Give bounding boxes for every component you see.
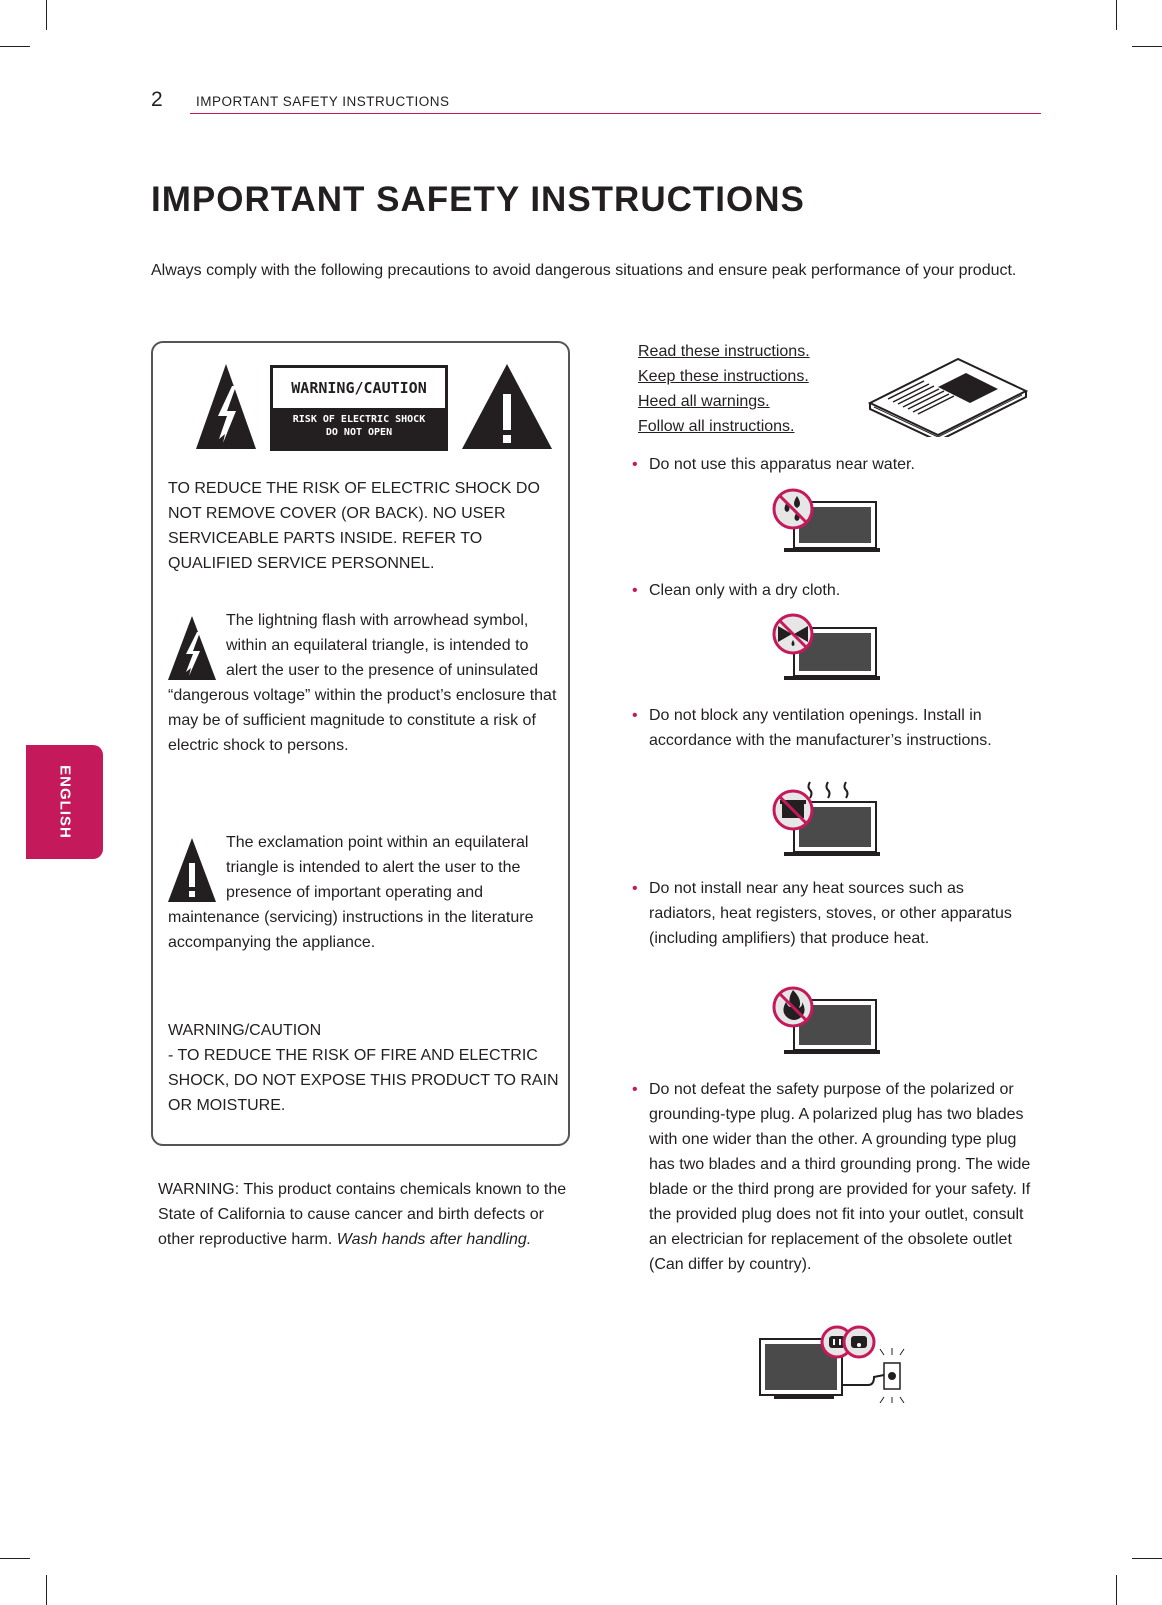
bullet-item: • Clean only with a dry cloth. [632, 578, 1032, 603]
bullet-dot: • [632, 1081, 638, 1098]
caution-text: - TO REDUCE THE RISK OF FIRE AND ELECTRIC SHOCK, DO NOT EXPOSE THIS PRODUCT TO RAIN OR MOISTURE. [168, 1047, 559, 1114]
page-title: IMPORTANT SAFETY INSTRUCTIONS [151, 180, 805, 219]
caution-heading: WARNING/CAUTION [168, 1022, 322, 1039]
lightning-triangle-icon [168, 608, 226, 683]
list-item: Read these instructions. [638, 343, 810, 360]
bullet-item: • Do not defeat the safety purpose of the polarized or grounding-type plug. A polarized plug has two blades with one wider than the other. A grounding type plug has two blades and a third grounding prong. The wide blade or the third prong are provided for your safety. If the provided plug does not fit into your outlet, consult an electrician for replacement of the obsolete outlet (Can differ by country). [632, 1077, 1032, 1277]
intro-paragraph: Always comply with the following precautions to avoid dangerous situations and ensure peak performance of your product. [151, 262, 1017, 279]
bullet-item: • Do not block any ventilation openings. Install in accordance with the manufacturer’s instructions. [632, 703, 1032, 753]
plug-tv-icon [758, 1325, 918, 1403]
bullet-dot: • [632, 880, 638, 897]
crop-mark [1132, 1558, 1162, 1559]
caution-block [168, 1018, 563, 1118]
lightning-triangle-icon [196, 364, 256, 449]
prop65-emphasis: Wash hands after handling. [336, 1231, 532, 1248]
exclamation-explanation: The exclamation point within an equilateral triangle is intended to alert the user to the presence of important operating and maintenance (servicing) instructions in the literature accompanying the appliance. [168, 830, 563, 955]
crop-mark [0, 1558, 30, 1559]
bullet-item: • Do not install near any heat sources such as radiators, heat registers, stoves, or other apparatus (including amplifiers) that produce heat. [632, 876, 1032, 951]
heat-source-tv-icon [770, 986, 880, 1058]
page-number: 2 [151, 88, 163, 111]
bullet-dot: • [632, 707, 638, 724]
exclamation-triangle-icon [168, 830, 226, 905]
list-item: Heed all warnings. [638, 393, 770, 410]
bullet-dot: • [632, 456, 638, 473]
no-water-tv-icon [770, 488, 880, 554]
prop65-warning: WARNING: This product contains chemicals known to the State of California to cause cancer and birth defects or other reproductive harm. Wash hands after handling. [158, 1181, 567, 1248]
crop-mark [46, 0, 47, 30]
language-tab-label: ENGLISH [56, 765, 73, 839]
exclamation-triangle-icon [462, 364, 552, 449]
warning-caution-label [270, 365, 448, 451]
shock-notice: TO REDUCE THE RISK OF ELECTRIC SHOCK DO NOT REMOVE COVER (OR BACK). NO USER SERVICEABLE PARTS INSIDE. REFER TO QUALIFIED SERVICE PERSONNEL. [168, 480, 540, 572]
manual-book-icon [868, 355, 1028, 437]
bullet-item: • Do not use this apparatus near water. [632, 452, 1032, 477]
language-tab [26, 745, 103, 859]
lightning-explanation: The lightning flash with arrowhead symbol, within an equilateral triangle, is intended to alert the user to the presence of uninsulated “dangerous voltage” within the product’s enclosure that may be of sufficient magnitude to constitute a risk of electric shock to persons. [168, 608, 563, 758]
list-item: Follow all instructions. [638, 418, 795, 435]
label-subtitle: RISK OF ELECTRIC SHOCK DO NOT OPEN [292, 414, 426, 438]
crop-mark [1116, 0, 1117, 30]
dry-cloth-tv-icon [770, 612, 880, 684]
crop-mark [46, 1575, 47, 1605]
prop65-label: WARNING [158, 1181, 235, 1198]
bullet-dot: • [632, 582, 638, 599]
list-item: Keep these instructions. [638, 368, 809, 385]
label-title: WARNING/CAUTION [273, 368, 445, 408]
crop-mark [0, 46, 30, 47]
ventilation-tv-icon [770, 780, 880, 860]
read-instructions-list [638, 339, 810, 439]
header-rule [190, 113, 1041, 114]
crop-mark [1116, 1575, 1117, 1605]
running-header: IMPORTANT SAFETY INSTRUCTIONS [196, 94, 450, 109]
crop-mark [1132, 46, 1162, 47]
